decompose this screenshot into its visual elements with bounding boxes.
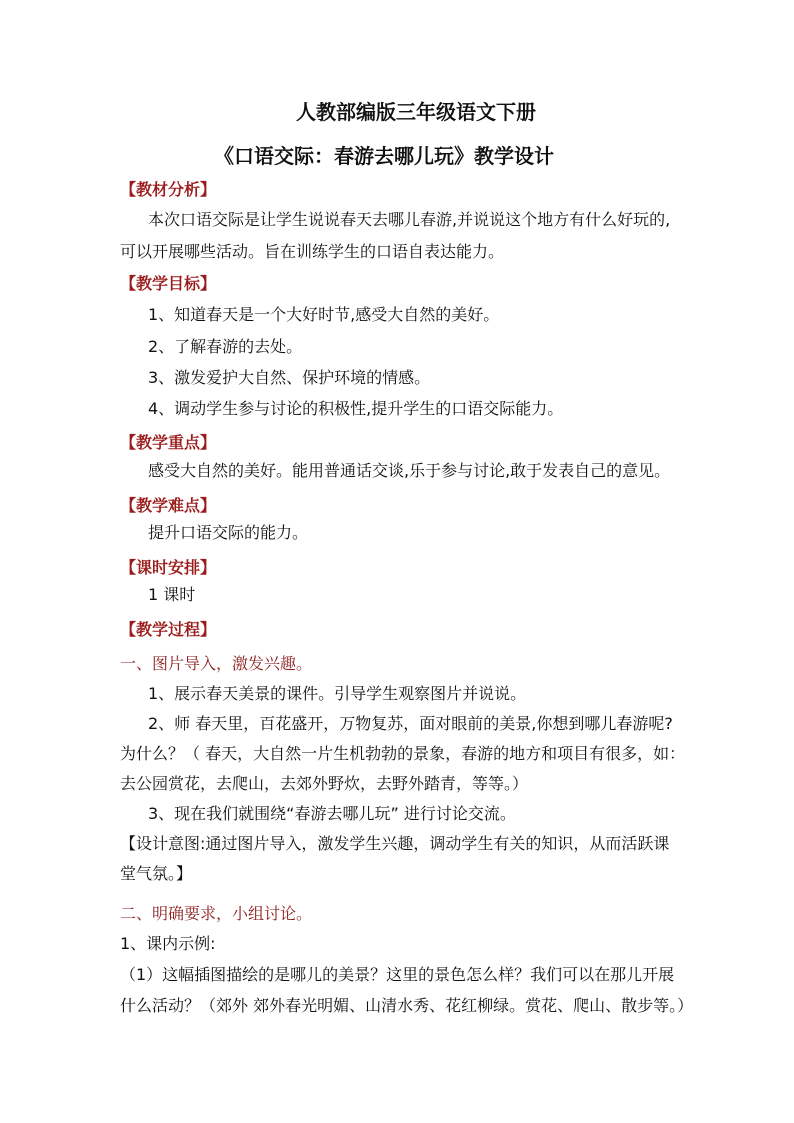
- step1-heading: 一、图片导入，激发兴趣。: [120, 654, 313, 673]
- section-heading-difficulty: 【教学难点】: [120, 496, 217, 515]
- step1-item: 1、展示春天美景的课件。引导学生观察图片并说说。: [148, 684, 527, 703]
- goal-item: 3、激发爱护大自然、保护环境的情感。: [148, 368, 431, 387]
- section-heading-process: 【教学过程】: [120, 620, 217, 639]
- section-heading-analysis: 【教材分析】: [120, 180, 217, 199]
- analysis-line: 本次口语交际是让学生说说春天去哪儿春游,并说说这个地方有什么好玩的,: [148, 210, 671, 229]
- section-heading-key: 【教学重点】: [120, 433, 217, 452]
- goal-item: 2、了解春游的去处。: [148, 337, 303, 356]
- document-title: 人教部编版三年级语文下册: [296, 100, 536, 124]
- step1-item: 2、师 春天里，百花盛开，万物复苏，面对眼前的美景,你想到哪儿春游呢?: [148, 714, 673, 733]
- goal-item: 4、调动学生参与讨论的积极性,提升学生的口语交际能力。: [148, 399, 564, 418]
- analysis-line: 可以开展哪些活动。旨在训练学生的口语自表达能力。: [120, 242, 505, 261]
- key-text: 感受大自然的美好。能用普通话交谈,乐于参与讨论,敢于发表自己的意见。: [148, 461, 671, 480]
- design-note: 【设计意图:通过图片导入，激发学生兴趣，调动学生有关的知识，从而活跃课: [120, 834, 670, 853]
- goal-item: 1、知道春天是一个大好时节,感受大自然的美好。: [148, 305, 500, 324]
- step1-item: 3、现在我们就围绕“春游去哪儿玩” 进行讨论交流。: [148, 804, 516, 823]
- step1-item: 为什么？（ 春天，大自然一片生机勃勃的景象，春游的地方和项目有很多，如：: [120, 744, 686, 763]
- section-heading-goals: 【教学目标】: [120, 274, 217, 293]
- document-subtitle: 《口语交际：春游去哪儿玩》教学设计: [214, 144, 554, 168]
- step2-item: 什么活动？（郊外 郊外春光明媚、山清水秀、花红柳绿。赏花、爬山、散步等。）: [120, 996, 694, 1015]
- difficulty-text: 提升口语交际的能力。: [148, 523, 309, 542]
- design-note: 堂气氛。】: [120, 864, 193, 883]
- schedule-text: 1 课时: [148, 585, 196, 604]
- section-heading-schedule: 【课时安排】: [120, 558, 217, 577]
- step2-item: （1）这幅插图描绘的是哪儿的美景？这里的景色怎么样？我们可以在那儿开展: [120, 965, 675, 984]
- step2-subheading: 1、课内示例:: [120, 934, 216, 953]
- step2-heading: 二、明确要求，小组讨论。: [120, 904, 313, 923]
- step1-item: 去公园赏花，去爬山，去郊外野炊，去野外踏青，等等。）: [120, 774, 529, 793]
